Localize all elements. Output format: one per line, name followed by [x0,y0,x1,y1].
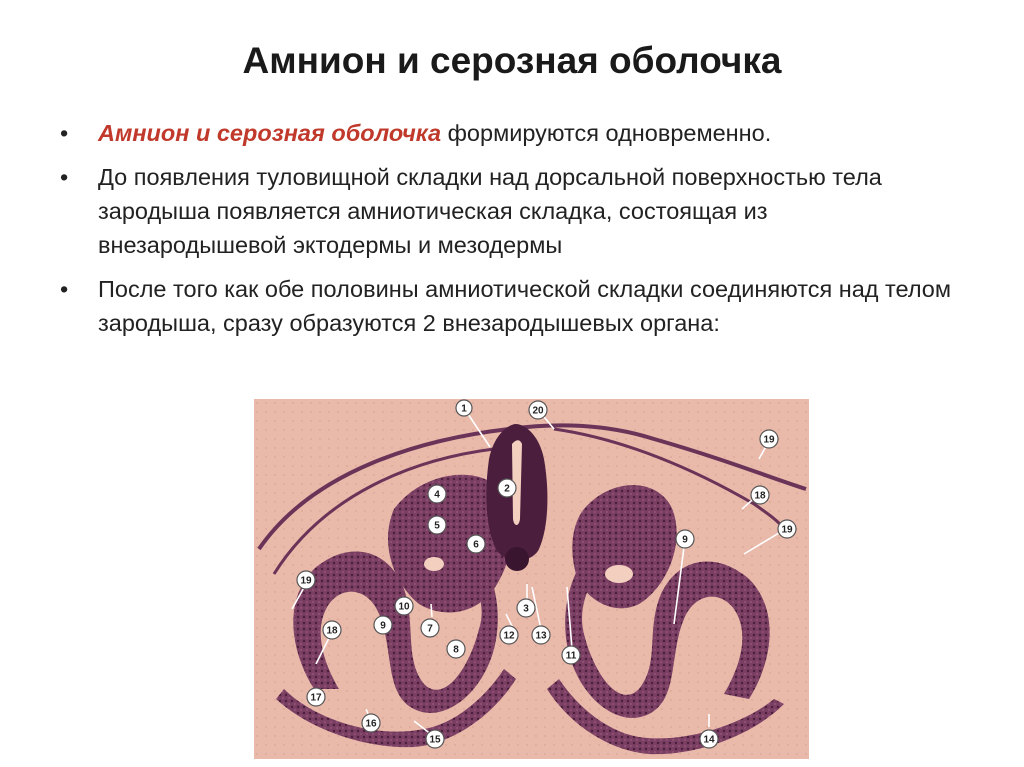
bullet-marker: • [60,276,69,302]
label-marker [374,616,392,634]
label-marker [428,516,446,534]
svg-text:19: 19 [763,434,775,446]
svg-text:9: 9 [380,620,386,632]
notochord [505,547,529,571]
label-marker [529,401,547,419]
svg-text:6: 6 [473,539,479,551]
slide-title: Амнион и серозная оболочка [242,40,782,81]
svg-text:5: 5 [434,520,440,532]
bullet-item [60,272,960,340]
svg-text:10: 10 [398,601,410,613]
label-marker [517,599,535,617]
embryo-cross-section-image [254,399,809,759]
svg-text:1: 1 [461,403,467,415]
label-marker [700,730,718,748]
svg-text:13: 13 [535,630,547,642]
bullet-item [60,160,960,262]
svg-text:19: 19 [781,524,793,536]
svg-text:18: 18 [326,625,338,637]
label-marker [500,626,518,644]
label-marker [562,646,580,664]
svg-text:16: 16 [365,718,377,730]
svg-text:2: 2 [504,483,510,495]
bullet-marker: • [60,120,69,146]
bullet-text: До появления туловищной складки над дорсальной поверхностью тела зародыша появляется амниотическая складка, состоящая из внезародышевой эктодермы и мезодермы [98,164,882,258]
svg-text:12: 12 [503,630,515,642]
bullet-list [60,116,960,350]
svg-text:20: 20 [532,405,544,417]
svg-text:18: 18 [754,490,766,502]
svg-text:3: 3 [523,603,529,615]
svg-text:9: 9 [682,534,688,546]
bullet-text: формируются одновременно. [441,120,772,146]
label-marker [760,430,778,448]
coelom-left [424,557,444,571]
bullet-text: После того как обе половины амниотической складки соединяются над телом зародыша, сразу образуются 2 внезародышевых органа: [98,276,952,336]
label-marker [676,530,694,548]
label-marker [297,571,315,589]
label-marker [447,640,465,658]
svg-text:4: 4 [434,489,440,501]
svg-text:17: 17 [310,692,322,704]
label-marker [467,535,485,553]
label-marker [395,597,413,615]
svg-text:11: 11 [565,650,577,662]
bullet-emphasis: Амнион и серозная оболочка [98,120,442,146]
label-marker [751,486,769,504]
label-marker [307,688,325,706]
svg-text:15: 15 [429,734,441,746]
svg-text:19: 19 [300,575,312,587]
svg-text:7: 7 [427,623,433,635]
label-marker [498,479,516,497]
label-marker [456,400,472,416]
svg-text:14: 14 [703,734,715,746]
bullet-item [60,116,960,150]
label-marker [532,626,550,644]
label-marker [323,621,341,639]
coelom-right [605,565,633,583]
label-marker [426,730,444,748]
label-marker [428,485,446,503]
bullet-marker: • [60,164,69,190]
svg-text:8: 8 [453,644,459,656]
label-marker [778,520,796,538]
label-marker [362,714,380,732]
label-marker [421,619,439,637]
